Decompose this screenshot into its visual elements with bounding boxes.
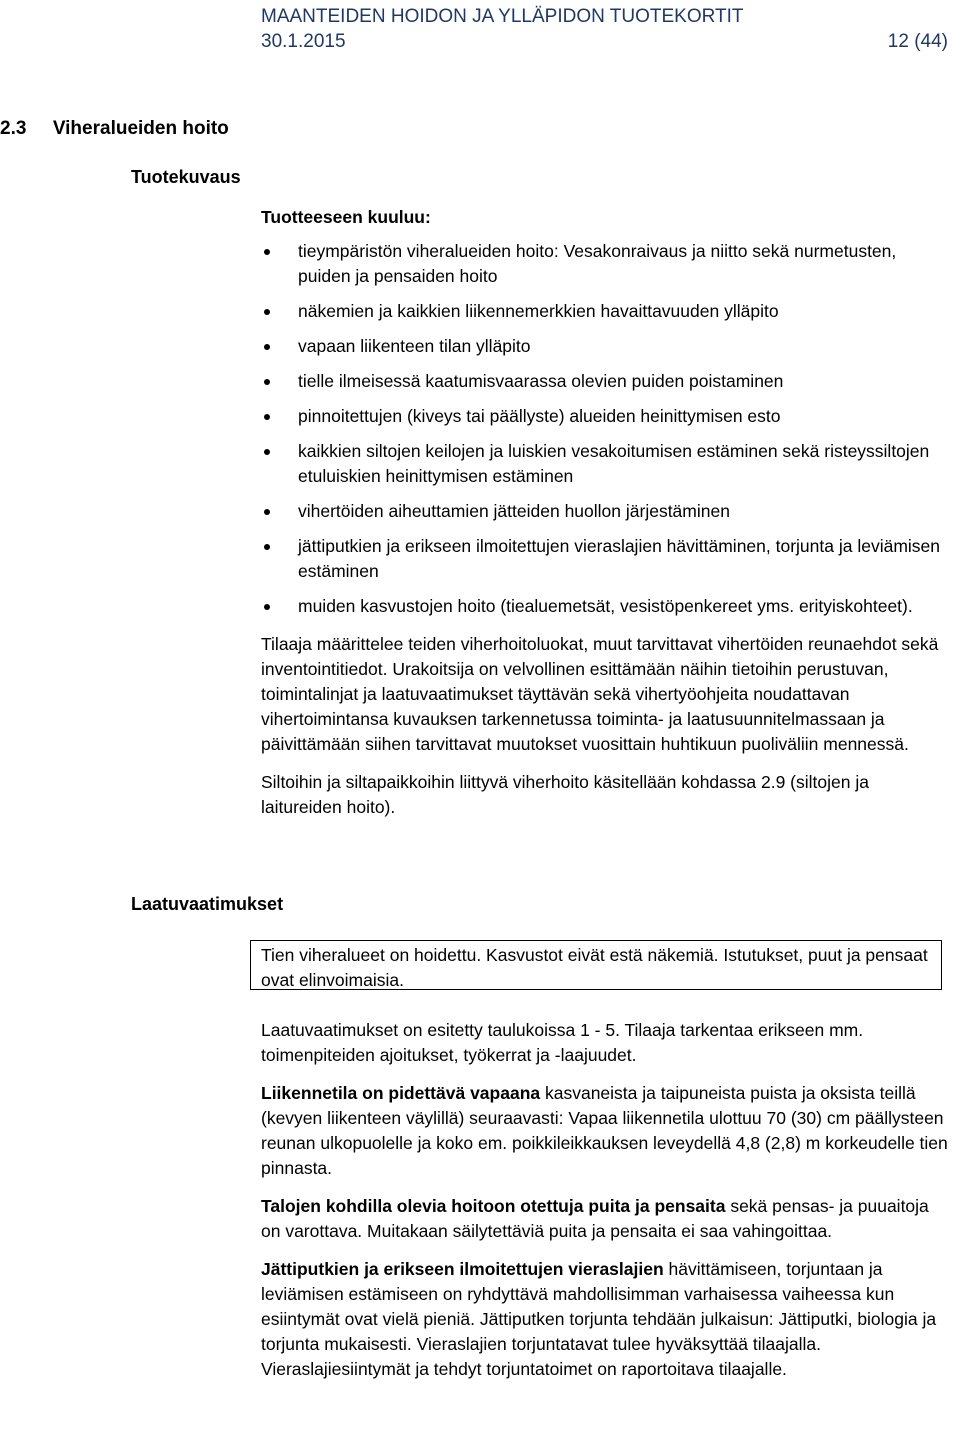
quality-summary-text: Tien viheralueet on hoidettu. Kasvustot eivät estä näkemiä. Istutukset, puut ja pensaat ovat elinvoimaisia.	[261, 945, 928, 990]
bold-lead: Talojen kohdilla olevia hoitoon otettuja puita ja pensaita	[261, 1196, 726, 1216]
bullet-icon	[264, 379, 270, 385]
laatuvaatimukset-heading: Laatuvaatimukset	[131, 894, 284, 914]
list-item: jättiputkien ja erikseen ilmoitettujen vieraslajien hävittäminen, torjunta ja leviämisen estäminen	[261, 534, 951, 584]
bullet-icon	[264, 544, 270, 550]
list-item: muiden kasvustojen hoito (tiealuemetsät, vesistöpenkereet yms. erityiskohteet).	[261, 594, 951, 619]
bullet-icon	[264, 344, 270, 350]
paragraph: Liikennetila on pidettävä vapaana kasvaneista ja taipuneista puista ja oksista teillä (kevyen liikenteen väylillä) seuraavasti: Vapaa liikennetila ulottuu 70 (30) cm päällysteen reunan ulkopuolelle ja koko em. poikkileikkauksen leveydellä 4,8 (2,8) m korkeudelle tien pinnasta.	[261, 1083, 948, 1178]
document-date: 30.1.2015	[261, 31, 346, 52]
section-title: Viheralueiden hoito	[52, 118, 229, 139]
laatuvaatimukset-section	[261, 1018, 951, 1382]
bullet-icon	[264, 249, 270, 255]
paragraph: Laatuvaatimukset on esitetty taulukoissa 1 - 5. Tilaaja tarkentaa erikseen mm. toimenpiteiden ajoitukset, työkerrat ja -laajuudet.	[261, 1020, 864, 1065]
paragraph: Talojen kohdilla olevia hoitoon otettuja puita ja pensaita sekä pensas- ja puuaitoja on varottava. Muitakaan säilytettäviä puita ja pensaita ei saa vahingoittaa.	[261, 1196, 929, 1241]
paragraph: Siltoihin ja siltapaikkoihin liittyvä viherhoito käsitellään kohdassa 2.9 (siltojen ja laitureiden hoito).	[261, 772, 869, 817]
bullet-icon	[264, 449, 270, 455]
list-item: vihertöiden aiheuttamien jätteiden huollon järjestäminen	[261, 499, 951, 524]
list-item: tielle ilmeisessä kaatumisvaarassa olevien puiden poistaminen	[261, 369, 951, 394]
bold-lead: Liikennetila on pidettävä vapaana	[261, 1083, 541, 1103]
list-item: tieympäristön viheralueiden hoito: Vesakonraivaus ja niitto sekä nurmetusten, puiden ja pensaiden hoito	[261, 239, 951, 289]
list-item: näkemien ja kaikkien liikennemerkkien havaittavuuden ylläpito	[261, 299, 951, 324]
includes-subheading: Tuotteeseen kuuluu:	[261, 207, 431, 227]
page-number: 12 (44)	[887, 31, 948, 52]
list-item: pinnoitettujen (kiveys tai päällyste) alueiden heinittymisen esto	[261, 404, 951, 429]
bullet-icon	[264, 309, 270, 315]
list-item: kaikkien siltojen keilojen ja luiskien vesakoitumisen estäminen sekä risteyssiltojen etuluiskien heinittymisen estäminen	[261, 439, 951, 489]
section-heading	[0, 116, 229, 142]
document-header-title: MAANTEIDEN HOIDON JA YLLÄPIDON TUOTEKORTIT	[261, 6, 744, 27]
tuotekuvaus-heading: Tuotekuvaus	[131, 167, 241, 187]
bullet-icon	[264, 604, 270, 610]
paragraph: Jättiputkien ja erikseen ilmoitettujen vieraslajien hävittämiseen, torjuntaan ja leviämisen estämiseen on ryhdyttävä mahdollisimman varhaisessa vaiheessa kun esiintymät ovat vielä pieniä. Jättiputken torjunta tehdään julkaisun: Jättiputki, biologia ja torjunta mukaisesti. Vieraslajien torjuntatavat tulee hyväksyttää tilaajalla. Vieraslajiesiintymät ja tehdyt torjuntatoimet on raportoitava tilaajalle.	[261, 1259, 937, 1379]
tuotekuvaus-section	[261, 205, 951, 820]
quality-summary-box	[250, 940, 942, 990]
bullet-icon	[264, 509, 270, 515]
bold-lead: Jättiputkien ja erikseen ilmoitettujen vieraslajien	[261, 1259, 664, 1279]
includes-list	[261, 239, 951, 619]
section-number: 2.3	[0, 118, 27, 139]
list-item: vapaan liikenteen tilan ylläpito	[261, 334, 951, 359]
paragraph: Tilaaja määrittelee teiden viherhoitoluokat, muut tarvittavat vihertöiden reunaehdot sekä inventointitiedot. Urakoitsija on velvollinen esittämään näihin tietoihin perustuvan, toimintalinjat ja laatuvaatimukset täyttävän sekä vihertyöohjeita noudattavan vihertoimintansa kuvauksen tarkennetussa toiminta- ja laatusuunnitelmassaan ja päivittämään siihen tarvittavat muutokset vuosittain huhtikuun puoliväliin mennessä.	[261, 634, 939, 754]
bullet-icon	[264, 414, 270, 420]
